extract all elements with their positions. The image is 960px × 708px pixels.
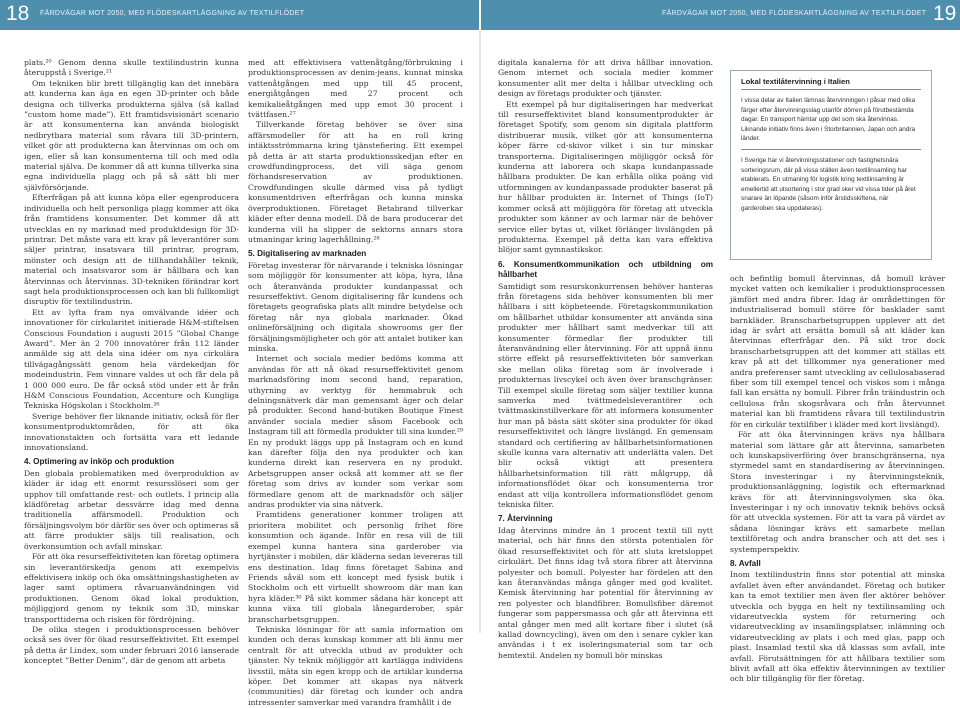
fact-box-divider [741, 149, 921, 150]
body-paragraph: digitala kanalerna för att driva hållbar innovation. Genom internet och sociala medier kommer konsumenter allt mer delta i hållbar utveckling och design av företags produkter och tjänster. [498, 58, 713, 99]
body-paragraph: Tekniska lösningar för att samla information om kunden och deras kunskap kommer att bli ännu mer centralt för att utveckla utbud av produkter och tjänster. Ny teknik möjliggör att kartlägga individens livsstil, mäta sin egen kropp och de artiklar kunderna köper. Det kommer att skapas nya nätverk (communities) där företag och kunder och andra intressenter samverkar med varandra framhållt i de [248, 624, 463, 707]
text-column-3 [498, 58, 713, 660]
body-paragraph: Idag återvinns mindre än 1 procent textil till nytt material, och här finns den största potentialen för ökad resurseffektivitet och för att sluta kretsloppet cirkulärt. Det finns idag två stora fibrer att återvinna polyester och bomull. Polyester har fördelen att den kan återanvändas många gånger med god kvalitet. Kemisk återvinning har potential för återvinning av ren polyester och blandfibrer. Bomullsfiber däremot fungerar som pappersmassa och går att återvinna ett antal gånger men med allt kortare fiber i slutet (så kallad downcycling), även om den i senare cykler kan användas i t ex isoleringsmaterial som tar och hemtextil. Andelen ny bomull bör minskas [498, 525, 713, 660]
body-paragraph: Framtidens generationer kommer troligen att prioritera mobilitet och personlig frihet före konsumtion och ägande. Inför en resa vill de till exempel kunna hantera sina garderober via hyrtjänster i mobilen, där kläderna sedan levereras till ens destination. Idag finns företaget Sabina and Friends såväl som ett koncept med fysisk butik i Stockholm och ett virtuellt showroom där man kan hyra kläder.³⁰ På sikt kommer sådana här koncept att kunna växa till globala lånegarderober, spär branscharbetsgruppen. [248, 510, 463, 624]
body-paragraph: Företag investerar för närvarande i tekniska lösningar som möjliggör för konsumenter att köpa, hyra, låna och återanvända produkter kundanpassat och resurseffektivt. Genom digitalisering får kundens och företagets geografiska plats allt mindre betydelse och företag når nya globala marknader. Ökad onlineförsäljning och digitala showrooms ger fler försäljningsmöjligheter och gör att antalet butiker kan minska. [248, 260, 463, 353]
fact-box-paragraph: I Sverige har vi återvinningsstationer och fastighetsnära sorteringsrum, där på vissa ställen även textilinsamling har etablerats. En utmaning för logistik kring textilinsamling är emellertid att utsortering i stor grad sker vid vissa tider på året snarare än löpande (såsom inför årstidsskiftena, när garderoben ska uppdateras). [741, 156, 916, 212]
left-running-title: FÄRDVÄGAR MOT 2050, MED FLÖDESKARTLÄGGNING AV TEXTILFLÖDET [40, 10, 305, 17]
right-page-number: 19 [933, 2, 957, 25]
body-paragraph: Tillverkande företag behöver se över sina affärsmodeller för att ha en roll kring intäktsströmmarna kring tjänstefiering. Ett exempel på detta är att starta produktionsskedjan efter en crowdfundingprocess, det vill säga genom förhandsreservation av produktionen. Crowdfundingen skulle därmed visa på tydligt konsumentdriven efterfrågan och kunna minska överproduktionen. Företaget Betabrand tillverkar kläder efter denna modell. Då de bara producerar det kunderna vill ha slipper de sektorns annars stora utmaningar kring lagerhållning.²⁸ [248, 120, 463, 244]
spread-divider [479, 0, 481, 30]
gutter-line [479, 30, 481, 633]
right-running-title: FÄRDVÄGAR MOT 2050, MED FLÖDESKARTLÄGGNING AV TEXTILFLÖDET [662, 10, 927, 17]
running-header [0, 0, 960, 30]
body-paragraph: Ett av lyfta fram nya omvälvande idéer och innovationer för cirkularitet initierade H&M-stiftelsen Conscious Foundation i augusti 2015 ”Global Change Award”. Mer än 2 700 innovatörer från 112 länder anmälde sig att dela sina idéer om nya cirkulära tillvägagångssätt genom hela värdekedjan för modeindustrin. Fem vinnare valdes ut och får dela på 1 000 000 euro. De får också stöd under ett år från H&M Conscious Foundation, Accenture och Kungliga Tekniska Högskolan i Stockholm.²⁶ [24, 307, 239, 411]
fact-box-title: Lokal textilåtervinning i Italien [741, 77, 921, 90]
section-heading: 8. Avfall [730, 558, 761, 568]
body-paragraph: Internet och sociala medier bedöms komma att användas för att nå ökad resurseffektivitet genom marknadsföring inom second hand, reparation, uthyrning av verktyg för hemmabruk och delningsnätverk där man gemensamt äger och delar på produkter. Second hand-butiken Boutique Finest använder sociala medier såsom Facebook och Instagram till att förmedla produkter till sina kunder.²⁹ En ny produkt läggs upp på Instagram och en kund kan därefter följa den nya produkter och kan kunderna direkt kan reservera en ny produkt. Arbetsgruppen anser också att kommer att se fler företag som drivs av kunder som verkar som förmedlare genom att de marknadsför och säljer andras produkter via sina nätverk. [248, 354, 463, 510]
body-paragraph: Sverige behöver fler liknande initiativ, också för fler konsumentproduktområden, för att öka innovationstakten och fortsätta vara ett ledande innovationsland. [24, 411, 239, 453]
text-column-2 [248, 58, 463, 707]
body-paragraph: Inom textilindustrin finns stor potential att minska avfallet även efter användandet. Företag och butiker kan ta emot textilier men även fler aktörer behöver utveckla och bygga en helt ny textilinsamling och vidareutveckla system för returnering och vidareutveckling av insamlingsplatser, inlämning och vidareutveckling av plats i och med glas, papp och plast. Insamlad textil ska då klassas som avfall, inte avfall. Förutsättningen för att hållbara textilier som blivit avfall att öka effektiv återvinningen av textilier och blir tillgänglig för fler företag. [730, 570, 945, 684]
body-paragraph: Om tekniken blir brett tillgänglig kan det innebära att kunderna kan äga en egen 3D-printer och både designa och tillverka produkterna själva (så kallad ”custom home made”). Ett framtidsvisionärt scenario är att konsumenterna kan använda biologiskt nedbrytbara material som råvara till 3D-printern, vilket gör att produkterna kan återvinnas om och om igen, eller så kan konsumenterna till och med odla material själva. De kommer då att kunna tillverka sina egna individuella plagg och på så sätt bli mer självförsörjande. [24, 78, 239, 192]
text-column-4 [730, 274, 945, 684]
section-heading: 7. Återvinning [498, 514, 553, 524]
section-heading: 6. Konsumentkommunikation och utbildning om hållbarhet [498, 259, 713, 280]
body-paragraph: Ett exempel på hur digitaliseringen har medverkat till resurseffektivitet bland konsumentprodukter är företaget Spotify, som genom sin digitala plattform distribuerar musik, vilket gör att konsumenterna köper färre cd-skivor vilket i sin tur minskar transporterna. Digitaliseringen möjliggör också för kunderna att laborera och skapa kundanpassade hållbara produkter. De kan erhålla olika poäng vid utformningen av kundanpassade produkter baserat på hur hållbar produkten är. Internet of Things (IoT) kommer också att möjliggöra för företag att utveckla produkter som känner av och larmar när de behöver service eller bytas ut, vilket förlänger livslängden på produkterna. Exempel på detta kan vara effektiva blöjor samt gymnastikskor. [498, 99, 713, 255]
body-paragraph: Den globala problematiken med överproduktion av kläder är idag ett enormt resursslöseri som ger upphov till omfattande rest- och outlets. I princip alla klädföretag arbetar dessvärre idag med denna traditionella affärsmodell. Produktion och försäljningsvolym bör därför ses över och optimeras så att färre produkter säljs till realisation, och överkonsumtion och avfall minskar. [24, 468, 239, 551]
body-paragraph: För att öka återvinningen krävs nya hållbara material som lättare går att återvinna, samarbeten och kunskapsöverföring över branschgränserna, nya styrmedel samt en standardisering av återvinningen. Stora investeringar i ny återvinningsteknik, produktionsanläggning, logistik och eftermarknad krävs för att återvinningsvolymen ska öka. Investeringar i ny och innovativ teknik behövs också för att utveckla systemen. För att ta vara på värdet av sådana lösningar krävs ett samarbete mellan textilföretag och andra branscher och att det ses i systemperspektiv. [730, 430, 945, 554]
body-paragraph: För att öka resurseffektiviteten kan företag optimera sin leverantörskedja genom att exempelvis effektivisera inköp och öka omsättningshastigheten av lager samt optimera råvaruanvändningen vid produktionen. Genom ökad lokal produktion, möjliggjord genom ny teknik som 3D, minskar transporttiderna och risken för fördröjning. [24, 552, 239, 624]
body-paragraph: med att effektivisera vattenåtgång/förbrukning i produktionsprocessen av denim-jeans, kunnat minska vattenåtgången med upp till 45 procent, energiåtgången med 27 procent och kemikalieåtgången med upp emot 30 procent i tvättfasen.²⁷ [248, 58, 463, 120]
text-column-1 [24, 58, 239, 666]
fact-box-paragraph: I vissa delar av Italien lämnas återvinningen i påsar med olika färger efter återvinningsslag utanför dörren på förutbestämda dagar. En transport hämtar upp det som ska återvinnas. Liknande initiativ finns även i Storbritannien, Japan och andra länder. [741, 97, 916, 143]
body-paragraph: plats.²⁰ Genom denna skulle textilindustrin kunna återuppstå i Sverige.²¹ [24, 58, 239, 78]
body-paragraph: Efterfrågan på att kunna köpa eller egenproducera individuella och helt personliga plagg kommer att öka från framtidens konsumenter. Det kommer då att utvecklas en ny marknad med produktdesign för 3D-printrar. Det måste vara ett krav på leverantörer som säljer printrar, insatsvara till printrar, program, mönster och design att de tillhandahåller teknik, material och insatsvaror som är hållbara och kan återvinnas och återvinnas. 3D-tekniken förändrar kort sagt hela produktionsprocessen och kan bli fullkomligt disruptiv för textilindustrin. [24, 193, 239, 307]
section-heading: 4. Optimering av inköp och produktion [24, 457, 175, 467]
body-paragraph: De olika stegen i produktionsprocessen behöver också ses över för ökad resurseffektivitet. Ett exempel på detta är Lindex, som under februari 2016 lanserade konceptet ”Better Denim”, där de genom att arbeta [24, 624, 239, 666]
left-page-number: 18 [6, 2, 30, 25]
body-paragraph: Samtidigt som resurskonkurrensen behöver hanteras från företagens sida behöver konsumenten bli mer hållbara i sitt köpbeteende. Företagskommunikation om hållbarhet utbildar konsumenter att använda sina produkter mer hållbart samt medverkar till att konsumenter förmedlar fler produkter till återanvändning eller återvinning. För att uppnå ännu större effekt på resurseffektiviteten bör samverkan ske mellan olika företag som är involverade i produkternas livscykel och även över branschgränser. Till exempel skulle företag som säljer textilier kunna samverka med tvättmedelsleverantörer och tvättmaskinstillverkare för att informera konsumenter hur man på bästa sätt sköter sina produkter för ökad resurseffektivitet och längre livslängd. En gemensam standard och certifiering av hållbarhetsinformationen skulle kunna vara alternativ att underlätta valen. Det blir också viktigt att presentera hållbarhetsinformation till rätt målgrupp, då informationsflödet ökar och konsumenterna tror endast att vilja kontrollera informationsflödet genom tekniska filter. [498, 281, 713, 510]
body-paragraph: och befintlig bomull återvinnas, då bomull kräver mycket vatten och kemikalier i produktionsprocessen jämfört med andra fibrer. Idag är områdettingen för industrialiserad bomull större för basklader samt barnkläder. Branscharbetsgruppen upplever att det idag är svårt att ersätta bomull så att kläder kan återvinnas efterfrågar den. På sikt tror dock branscharbetsgruppen att det kommer att ställas ett krav på att det tillkommer nya generationer med andra preferenser samt utveckling av cellulosabaserad fiber som till exempel tencel och viskos som i många fall kan ersätta ny bomull. Fibrer från träindustrin och cellulosa från skogsråvara och från återvunnet material kan bli framtidens råvara till textilindustrin för en cirkulär textilfiber i kläder med kort livslängd). [730, 274, 945, 429]
section-heading: 5. Digitalisering av marknaden [248, 249, 367, 259]
fact-box [730, 70, 932, 260]
